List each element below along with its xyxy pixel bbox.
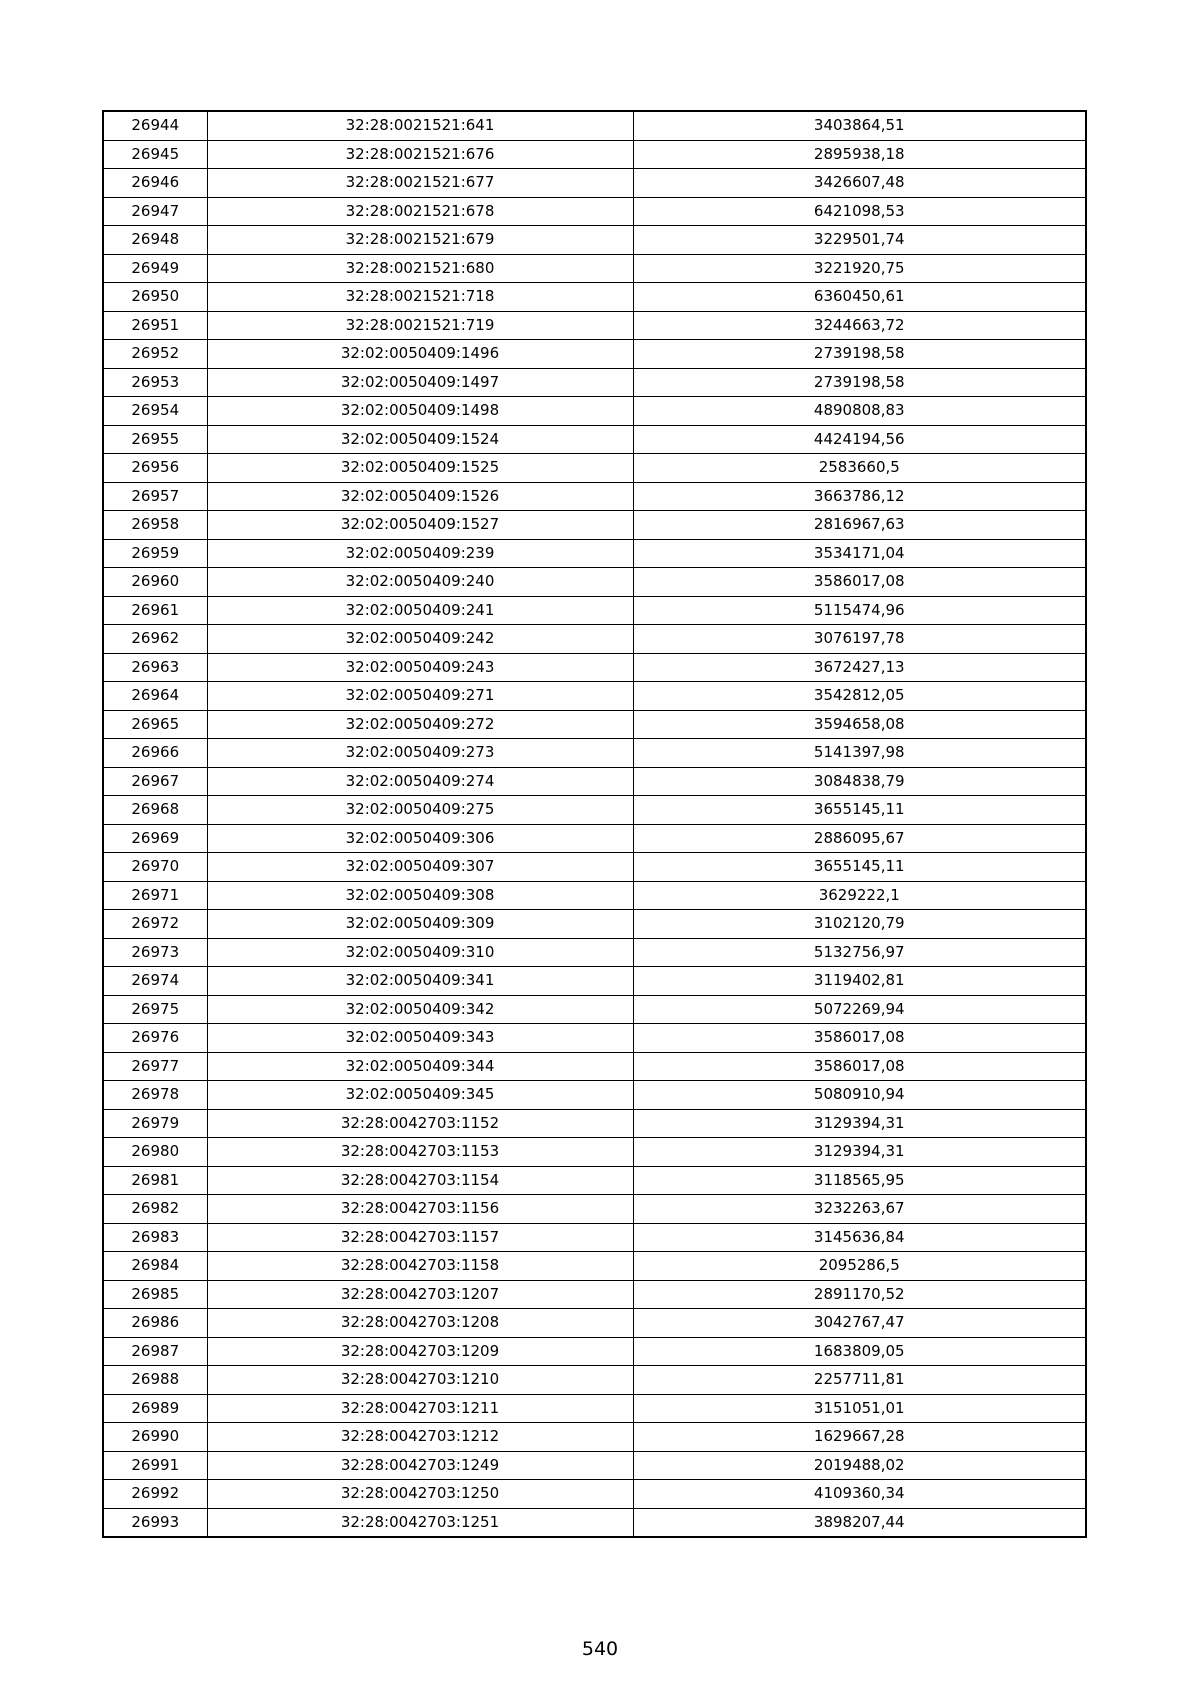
value-cell: 3232263,67	[633, 1195, 1086, 1224]
table-row	[103, 539, 1086, 568]
row-number-cell: 26981	[103, 1166, 207, 1195]
table-row	[103, 653, 1086, 682]
table-row	[103, 682, 1086, 711]
cadastral-number-cell: 32:28:0042703:1208	[207, 1309, 633, 1338]
row-number-cell: 26972	[103, 910, 207, 939]
table-row	[103, 796, 1086, 825]
value-cell: 5072269,94	[633, 995, 1086, 1024]
table-row	[103, 197, 1086, 226]
table-row	[103, 1252, 1086, 1281]
value-cell: 3534171,04	[633, 539, 1086, 568]
table-row	[103, 1423, 1086, 1452]
value-cell: 3586017,08	[633, 1052, 1086, 1081]
value-cell: 3426607,48	[633, 169, 1086, 198]
row-number-cell: 26953	[103, 368, 207, 397]
value-cell: 3076197,78	[633, 625, 1086, 654]
row-number-cell: 26990	[103, 1423, 207, 1452]
value-cell: 1683809,05	[633, 1337, 1086, 1366]
value-cell: 3102120,79	[633, 910, 1086, 939]
value-cell: 2583660,5	[633, 454, 1086, 483]
row-number-cell: 26964	[103, 682, 207, 711]
row-number-cell: 26992	[103, 1480, 207, 1509]
row-number-cell: 26952	[103, 340, 207, 369]
cadastral-number-cell: 32:28:0021521:679	[207, 226, 633, 255]
value-cell: 3586017,08	[633, 1024, 1086, 1053]
value-cell: 6421098,53	[633, 197, 1086, 226]
value-cell: 2886095,67	[633, 824, 1086, 853]
value-cell: 2019488,02	[633, 1451, 1086, 1480]
row-number-cell: 26982	[103, 1195, 207, 1224]
table-row	[103, 140, 1086, 169]
row-number-cell: 26949	[103, 254, 207, 283]
row-number-cell: 26986	[103, 1309, 207, 1338]
cadastral-number-cell: 32:28:0021521:676	[207, 140, 633, 169]
value-cell: 3145636,84	[633, 1223, 1086, 1252]
row-number-cell: 26947	[103, 197, 207, 226]
value-cell: 2739198,58	[633, 340, 1086, 369]
cadastral-number-cell: 32:28:0021521:718	[207, 283, 633, 312]
value-cell: 3403864,51	[633, 111, 1086, 140]
row-number-cell: 26989	[103, 1394, 207, 1423]
row-number-cell: 26971	[103, 881, 207, 910]
cadastral-number-cell: 32:02:0050409:1496	[207, 340, 633, 369]
table-row	[103, 853, 1086, 882]
table-row	[103, 824, 1086, 853]
page-number: 540	[581, 1638, 619, 1660]
value-cell: 3663786,12	[633, 482, 1086, 511]
cadastral-number-cell: 32:02:0050409:344	[207, 1052, 633, 1081]
row-number-cell: 26974	[103, 967, 207, 996]
row-number-cell: 26956	[103, 454, 207, 483]
row-number-cell: 26991	[103, 1451, 207, 1480]
value-cell: 3229501,74	[633, 226, 1086, 255]
row-number-cell: 26955	[103, 425, 207, 454]
row-number-cell: 26959	[103, 539, 207, 568]
cadastral-number-cell: 32:28:0042703:1209	[207, 1337, 633, 1366]
value-cell: 3151051,01	[633, 1394, 1086, 1423]
table-row	[103, 967, 1086, 996]
value-cell: 3655145,11	[633, 853, 1086, 882]
row-number-cell: 26961	[103, 596, 207, 625]
cadastral-number-cell: 32:02:0050409:272	[207, 710, 633, 739]
cadastral-number-cell: 32:02:0050409:241	[207, 596, 633, 625]
row-number-cell: 26944	[103, 111, 207, 140]
table-row	[103, 1337, 1086, 1366]
table-row	[103, 482, 1086, 511]
cadastral-number-cell: 32:02:0050409:1498	[207, 397, 633, 426]
row-number-cell: 26968	[103, 796, 207, 825]
table-row	[103, 226, 1086, 255]
cadastral-number-cell: 32:02:0050409:1524	[207, 425, 633, 454]
cadastral-number-cell: 32:02:0050409:242	[207, 625, 633, 654]
value-cell: 2895938,18	[633, 140, 1086, 169]
row-number-cell: 26976	[103, 1024, 207, 1053]
cadastral-number-cell: 32:02:0050409:342	[207, 995, 633, 1024]
row-number-cell: 26973	[103, 938, 207, 967]
table-row	[103, 1138, 1086, 1167]
cadastral-number-cell: 32:28:0042703:1207	[207, 1280, 633, 1309]
cadastral-number-cell: 32:02:0050409:308	[207, 881, 633, 910]
table-row	[103, 596, 1086, 625]
table-row	[103, 1366, 1086, 1395]
cadastral-number-cell: 32:02:0050409:274	[207, 767, 633, 796]
table-row	[103, 311, 1086, 340]
value-cell: 3594658,08	[633, 710, 1086, 739]
value-cell: 3672427,13	[633, 653, 1086, 682]
cadastral-number-cell: 32:28:0021521:678	[207, 197, 633, 226]
value-cell: 3118565,95	[633, 1166, 1086, 1195]
row-number-cell: 26967	[103, 767, 207, 796]
table-row	[103, 1109, 1086, 1138]
table-row	[103, 454, 1086, 483]
table-row	[103, 340, 1086, 369]
row-number-cell: 26948	[103, 226, 207, 255]
cadastral-number-cell: 32:02:0050409:275	[207, 796, 633, 825]
row-number-cell: 26993	[103, 1508, 207, 1537]
row-number-cell: 26954	[103, 397, 207, 426]
value-cell: 3629222,1	[633, 881, 1086, 910]
cadastral-number-cell: 32:28:0042703:1154	[207, 1166, 633, 1195]
table-row	[103, 881, 1086, 910]
value-cell: 3042767,47	[633, 1309, 1086, 1338]
value-cell: 2816967,63	[633, 511, 1086, 540]
cadastral-number-cell: 32:02:0050409:1526	[207, 482, 633, 511]
table-row	[103, 1024, 1086, 1053]
cadastral-number-cell: 32:02:0050409:271	[207, 682, 633, 711]
value-cell: 2739198,58	[633, 368, 1086, 397]
value-cell: 3655145,11	[633, 796, 1086, 825]
value-cell: 3119402,81	[633, 967, 1086, 996]
table-row	[103, 169, 1086, 198]
table-row	[103, 1508, 1086, 1537]
row-number-cell: 26966	[103, 739, 207, 768]
table-row	[103, 425, 1086, 454]
row-number-cell: 26950	[103, 283, 207, 312]
row-number-cell: 26978	[103, 1081, 207, 1110]
cadastral-number-cell: 32:02:0050409:309	[207, 910, 633, 939]
row-number-cell: 26983	[103, 1223, 207, 1252]
cadastral-number-cell: 32:02:0050409:243	[207, 653, 633, 682]
row-number-cell: 26958	[103, 511, 207, 540]
value-cell: 2257711,81	[633, 1366, 1086, 1395]
value-cell: 5132756,97	[633, 938, 1086, 967]
table-row	[103, 710, 1086, 739]
table-body	[103, 111, 1086, 1537]
value-cell: 4109360,34	[633, 1480, 1086, 1509]
table-row	[103, 111, 1086, 140]
value-cell: 3244663,72	[633, 311, 1086, 340]
row-number-cell: 26951	[103, 311, 207, 340]
cadastral-number-cell: 32:02:0050409:1525	[207, 454, 633, 483]
cadastral-number-cell: 32:02:0050409:341	[207, 967, 633, 996]
value-cell: 2891170,52	[633, 1280, 1086, 1309]
cadastral-number-cell: 32:28:0021521:677	[207, 169, 633, 198]
cadastre-table	[102, 110, 1087, 1538]
table-row	[103, 254, 1086, 283]
row-number-cell: 26985	[103, 1280, 207, 1309]
table-row	[103, 995, 1086, 1024]
value-cell: 3084838,79	[633, 767, 1086, 796]
row-number-cell: 26957	[103, 482, 207, 511]
cadastral-number-cell: 32:02:0050409:310	[207, 938, 633, 967]
table-row	[103, 397, 1086, 426]
cadastral-number-cell: 32:28:0042703:1156	[207, 1195, 633, 1224]
row-number-cell: 26979	[103, 1109, 207, 1138]
table-row	[103, 1081, 1086, 1110]
row-number-cell: 26977	[103, 1052, 207, 1081]
cadastral-number-cell: 32:02:0050409:239	[207, 539, 633, 568]
table-row	[103, 739, 1086, 768]
value-cell: 6360450,61	[633, 283, 1086, 312]
table-row	[103, 767, 1086, 796]
cadastral-number-cell: 32:28:0042703:1211	[207, 1394, 633, 1423]
cadastral-number-cell: 32:02:0050409:306	[207, 824, 633, 853]
cadastral-number-cell: 32:02:0050409:1527	[207, 511, 633, 540]
row-number-cell: 26946	[103, 169, 207, 198]
cadastral-number-cell: 32:28:0042703:1250	[207, 1480, 633, 1509]
row-number-cell: 26945	[103, 140, 207, 169]
value-cell: 1629667,28	[633, 1423, 1086, 1452]
cadastral-number-cell: 32:02:0050409:1497	[207, 368, 633, 397]
cadastral-number-cell: 32:02:0050409:240	[207, 568, 633, 597]
cadastral-number-cell: 32:28:0021521:680	[207, 254, 633, 283]
row-number-cell: 26975	[103, 995, 207, 1024]
value-cell: 3221920,75	[633, 254, 1086, 283]
cadastral-number-cell: 32:28:0042703:1158	[207, 1252, 633, 1281]
value-cell: 3542812,05	[633, 682, 1086, 711]
table-row	[103, 511, 1086, 540]
cadastral-number-cell: 32:28:0042703:1249	[207, 1451, 633, 1480]
row-number-cell: 26965	[103, 710, 207, 739]
cadastral-number-cell: 32:28:0021521:719	[207, 311, 633, 340]
row-number-cell: 26962	[103, 625, 207, 654]
table-row	[103, 368, 1086, 397]
cadastral-number-cell: 32:28:0021521:641	[207, 111, 633, 140]
cadastral-number-cell: 32:28:0042703:1210	[207, 1366, 633, 1395]
value-cell: 4890808,83	[633, 397, 1086, 426]
table-row	[103, 283, 1086, 312]
row-number-cell: 26960	[103, 568, 207, 597]
cadastral-number-cell: 32:28:0042703:1212	[207, 1423, 633, 1452]
table-row	[103, 1195, 1086, 1224]
row-number-cell: 26988	[103, 1366, 207, 1395]
table-row	[103, 910, 1086, 939]
row-number-cell: 26984	[103, 1252, 207, 1281]
row-number-cell: 26963	[103, 653, 207, 682]
value-cell: 5115474,96	[633, 596, 1086, 625]
table-row	[103, 625, 1086, 654]
row-number-cell: 26970	[103, 853, 207, 882]
row-number-cell: 26980	[103, 1138, 207, 1167]
cadastral-number-cell: 32:02:0050409:345	[207, 1081, 633, 1110]
value-cell: 5080910,94	[633, 1081, 1086, 1110]
cadastral-number-cell: 32:28:0042703:1157	[207, 1223, 633, 1252]
table-row	[103, 1480, 1086, 1509]
value-cell: 4424194,56	[633, 425, 1086, 454]
table-row	[103, 1052, 1086, 1081]
table-row	[103, 1280, 1086, 1309]
value-cell: 3898207,44	[633, 1508, 1086, 1537]
cadastral-number-cell: 32:28:0042703:1251	[207, 1508, 633, 1537]
value-cell: 5141397,98	[633, 739, 1086, 768]
value-cell: 3129394,31	[633, 1109, 1086, 1138]
cadastral-number-cell: 32:28:0042703:1153	[207, 1138, 633, 1167]
value-cell: 3129394,31	[633, 1138, 1086, 1167]
cadastral-number-cell: 32:02:0050409:307	[207, 853, 633, 882]
table-row	[103, 1223, 1086, 1252]
cadastral-number-cell: 32:02:0050409:343	[207, 1024, 633, 1053]
table-row	[103, 1394, 1086, 1423]
row-number-cell: 26987	[103, 1337, 207, 1366]
table-row	[103, 1451, 1086, 1480]
row-number-cell: 26969	[103, 824, 207, 853]
table-row	[103, 1309, 1086, 1338]
value-cell: 3586017,08	[633, 568, 1086, 597]
table-row	[103, 1166, 1086, 1195]
table-row	[103, 938, 1086, 967]
table-row	[103, 568, 1086, 597]
value-cell: 2095286,5	[633, 1252, 1086, 1281]
cadastral-number-cell: 32:02:0050409:273	[207, 739, 633, 768]
cadastral-number-cell: 32:28:0042703:1152	[207, 1109, 633, 1138]
